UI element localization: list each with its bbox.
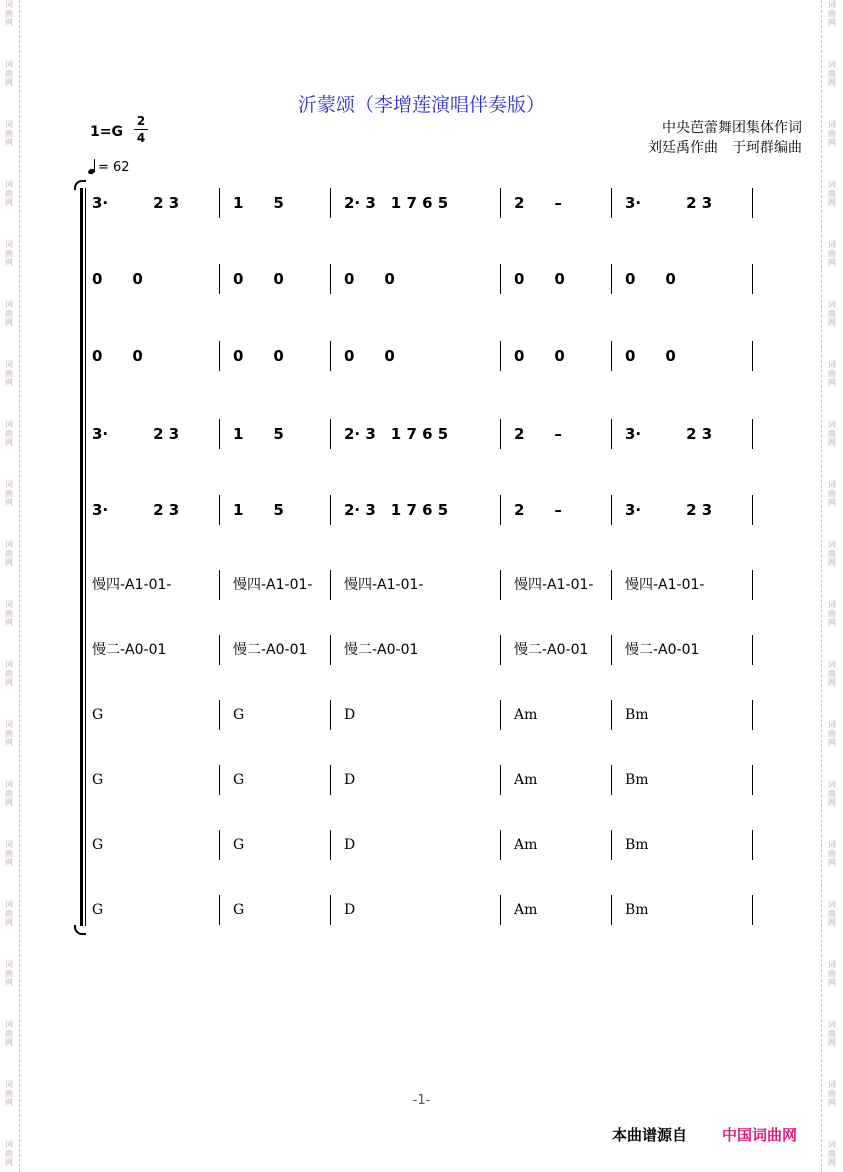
composer-credit: 刘廷禹作曲 于珂群编曲	[648, 140, 802, 156]
staff-row	[0, 570, 843, 602]
watermark-text: 词曲网	[828, 300, 836, 327]
chord-symbol: D	[344, 837, 356, 853]
barline	[330, 570, 331, 600]
barline	[500, 700, 501, 730]
measure: 3· 2 3	[92, 501, 180, 519]
credits	[648, 118, 802, 158]
staff-row	[0, 188, 843, 220]
barline	[500, 635, 501, 665]
barline	[752, 635, 753, 665]
watermark-text: 词曲网	[5, 960, 13, 987]
barline	[219, 700, 220, 730]
measure: 0 0	[625, 347, 676, 365]
watermark-text: 词曲网	[828, 1020, 836, 1047]
lyricist-credit: 中央芭蕾舞团集体作词	[662, 120, 802, 136]
watermark-text: 词曲网	[828, 0, 836, 27]
watermark-text: 词曲网	[828, 540, 836, 567]
measure: 0 0	[92, 270, 143, 288]
barline	[752, 700, 753, 730]
barline	[500, 895, 501, 925]
page-number: -1-	[412, 1093, 431, 1108]
barline	[500, 419, 501, 449]
measure: 慢四-A1-01-	[92, 577, 172, 593]
barline	[219, 341, 220, 371]
chord-symbol: Am	[514, 772, 538, 788]
barline	[219, 635, 220, 665]
barline	[219, 830, 220, 860]
barline	[752, 570, 753, 600]
barline	[752, 419, 753, 449]
staff-row	[0, 495, 843, 527]
measure: 2 –	[514, 501, 562, 519]
measure: 慢二-A0-01	[514, 642, 589, 658]
barline	[219, 765, 220, 795]
measure: 1 5	[233, 425, 284, 443]
measure: 慢二-A0-01	[92, 642, 167, 658]
barline	[611, 495, 612, 525]
watermark-text: 词曲网	[828, 120, 836, 147]
barline	[611, 341, 612, 371]
barline	[219, 495, 220, 525]
watermark-text: 词曲网	[5, 240, 13, 267]
barline	[330, 830, 331, 860]
watermark-text: 词曲网	[828, 180, 836, 207]
measure: 慢四-A1-01-	[514, 577, 594, 593]
watermark-text: 词曲网	[828, 600, 836, 627]
barline	[752, 765, 753, 795]
measure: 慢四-A1-01-	[344, 577, 424, 593]
measure: 0 0	[344, 347, 395, 365]
measure: 1 5	[233, 194, 284, 212]
measure: 慢四-A1-01-	[625, 577, 705, 593]
system-bracket	[80, 188, 83, 926]
barline	[752, 830, 753, 860]
barline	[500, 495, 501, 525]
time-signature	[134, 114, 148, 145]
watermark-text: 词曲网	[828, 720, 836, 747]
measure: 3· 2 3	[625, 501, 713, 519]
chord-symbol: D	[344, 902, 356, 918]
measure: 0 0	[233, 270, 284, 288]
watermark-text: 词曲网	[828, 960, 836, 987]
chord-symbol: D	[344, 772, 356, 788]
measure: 2 –	[514, 425, 562, 443]
measure: 慢二-A0-01	[233, 642, 308, 658]
measure: 2· 3 1 7 6 5	[344, 194, 449, 212]
watermark-text: 词曲网	[828, 60, 836, 87]
watermark-text: 词曲网	[828, 480, 836, 507]
measure: 3· 2 3	[625, 425, 713, 443]
staff-row	[0, 419, 843, 451]
watermark-text: 词曲网	[5, 660, 13, 687]
source-label: 本曲谱源自	[612, 1126, 688, 1144]
barline	[500, 765, 501, 795]
watermark-text: 词曲网	[828, 360, 836, 387]
staff-row	[0, 830, 843, 862]
watermark-text: 词曲网	[5, 900, 13, 927]
chord-symbol: Am	[514, 902, 538, 918]
barline	[752, 495, 753, 525]
measure: 0 0	[92, 347, 143, 365]
chord-symbol: G	[233, 707, 245, 723]
chord-symbol: Bm	[625, 772, 649, 788]
measure: 3· 2 3	[625, 194, 713, 212]
staff-row	[0, 895, 843, 927]
chord-symbol: G	[92, 837, 104, 853]
barline	[330, 419, 331, 449]
barline	[219, 188, 220, 218]
barline	[500, 830, 501, 860]
chord-symbol: G	[233, 902, 245, 918]
barline	[219, 419, 220, 449]
chord-symbol: D	[344, 707, 356, 723]
staff-row	[0, 635, 843, 667]
barline	[611, 830, 612, 860]
measure: 2· 3 1 7 6 5	[344, 501, 449, 519]
measure: 0 0	[233, 347, 284, 365]
watermark-text: 词曲网	[5, 120, 13, 147]
measure: 0 0	[514, 270, 565, 288]
measure: 2 –	[514, 194, 562, 212]
watermark-text: 词曲网	[828, 660, 836, 687]
chord-symbol: G	[92, 707, 104, 723]
measure: 2· 3 1 7 6 5	[344, 425, 449, 443]
barline	[500, 341, 501, 371]
barline	[219, 264, 220, 294]
barline	[611, 700, 612, 730]
barline	[330, 341, 331, 371]
measure: 慢四-A1-01-	[233, 577, 313, 593]
measure: 0 0	[625, 270, 676, 288]
barline	[219, 570, 220, 600]
barline	[611, 419, 612, 449]
watermark-text: 词曲网	[5, 1020, 13, 1047]
barline	[611, 765, 612, 795]
measure: 慢二-A0-01	[344, 642, 419, 658]
staff-row	[0, 341, 843, 373]
chord-symbol: Am	[514, 837, 538, 853]
time-denominator: 4	[136, 131, 146, 145]
watermark-text: 词曲网	[828, 1140, 836, 1167]
chord-symbol: G	[92, 772, 104, 788]
staff-row	[0, 264, 843, 296]
watermark-text: 词曲网	[5, 480, 13, 507]
barline	[500, 264, 501, 294]
measure: 慢二-A0-01	[625, 642, 700, 658]
measure: 1 5	[233, 501, 284, 519]
watermark-text: 词曲网	[828, 780, 836, 807]
barline	[611, 188, 612, 218]
chord-symbol: Bm	[625, 707, 649, 723]
staff-row	[0, 765, 843, 797]
barline	[500, 188, 501, 218]
barline	[330, 495, 331, 525]
watermark-text: 词曲网	[828, 1080, 836, 1107]
watermark-text: 词曲网	[828, 900, 836, 927]
tempo-marking	[88, 158, 130, 175]
brand-logo: 中国词曲网	[722, 1126, 798, 1144]
chord-symbol: Bm	[625, 902, 649, 918]
system-barline	[85, 188, 86, 926]
barline	[752, 895, 753, 925]
watermark-text: 词曲网	[5, 60, 13, 87]
barline	[500, 570, 501, 600]
chord-symbol: Am	[514, 707, 538, 723]
tempo-value: = 62	[98, 160, 130, 175]
barline	[330, 895, 331, 925]
barline	[611, 570, 612, 600]
chord-symbol: G	[92, 902, 104, 918]
watermark-text: 词曲网	[5, 420, 13, 447]
key-signature: 1=G	[90, 124, 123, 140]
barline	[330, 765, 331, 795]
chord-symbol: G	[233, 772, 245, 788]
watermark-text: 词曲网	[5, 540, 13, 567]
watermark-text: 词曲网	[5, 1080, 13, 1107]
watermark-text: 词曲网	[5, 0, 13, 27]
barline	[752, 264, 753, 294]
barline	[219, 895, 220, 925]
staff-row	[0, 700, 843, 732]
watermark-text: 词曲网	[5, 780, 13, 807]
watermark-text: 词曲网	[5, 360, 13, 387]
watermark-text: 词曲网	[5, 600, 13, 627]
quarter-note-icon	[88, 158, 98, 174]
watermark-text: 词曲网	[5, 720, 13, 747]
barline	[330, 264, 331, 294]
barline	[611, 895, 612, 925]
watermark-text: 词曲网	[5, 1140, 13, 1167]
measure: 3· 2 3	[92, 194, 180, 212]
watermark-text: 词曲网	[828, 240, 836, 267]
score-title: 沂蒙颂（李增莲演唱伴奏版）	[297, 94, 545, 116]
barline	[330, 700, 331, 730]
barline	[611, 635, 612, 665]
watermark-text: 词曲网	[5, 300, 13, 327]
barline	[611, 264, 612, 294]
chord-symbol: G	[233, 837, 245, 853]
barline	[330, 188, 331, 218]
measure: 0 0	[344, 270, 395, 288]
time-numerator: 2	[136, 114, 146, 128]
barline	[752, 341, 753, 371]
watermark-text: 词曲网	[828, 420, 836, 447]
barline	[752, 188, 753, 218]
watermark-text: 词曲网	[828, 840, 836, 867]
chord-symbol: Bm	[625, 837, 649, 853]
measure: 0 0	[514, 347, 565, 365]
watermark-text: 词曲网	[5, 180, 13, 207]
barline	[330, 635, 331, 665]
measure: 3· 2 3	[92, 425, 180, 443]
watermark-text: 词曲网	[5, 840, 13, 867]
